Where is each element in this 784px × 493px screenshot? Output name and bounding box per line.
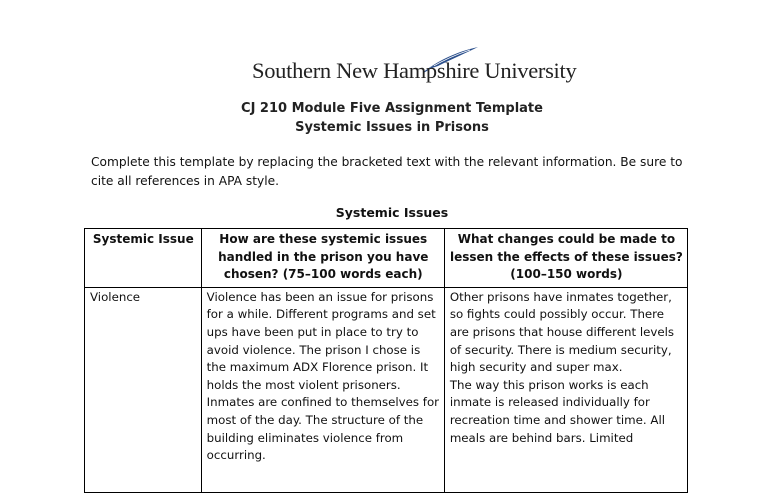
assignment-title: CJ 210 Module Five Assignment Template xyxy=(241,101,543,116)
table-header-row xyxy=(85,229,688,288)
table-caption: Systemic Issues xyxy=(335,205,449,220)
instructions-paragraph: Complete this template by replacing the bracketed text with the relevant information. Be sure to cite all references in APA style. xyxy=(91,155,683,188)
changes-paragraph-1: Other prisons have inmates together, so fights could possibly occur. There are prisons that house different levels of security. There is medium security, high security and super max. xyxy=(449,289,675,375)
university-name: Southern New Hampshire University xyxy=(252,58,577,83)
handled-cell: Violence has been an issue for prisons for a while. Different programs and set ups have been put in place to try to avoid violence. The prison I chose is the maximum ADX Florence prison. It holds the most violent prisoners. Inmates are confined to themselves for most of the day. The structure of the building eliminates violence from occurring. xyxy=(201,287,444,492)
systemic-issues-table xyxy=(84,228,688,493)
header-systemic-issue: Systemic Issue xyxy=(85,229,202,288)
changes-cell xyxy=(444,287,687,492)
changes-paragraph-2: The way this prison works is each inmate is released individually for recreation time and shower time. All meals are behind bars. Limited xyxy=(449,377,666,445)
header-changes: What changes could be made to lessen the effects of these issues? (100–150 words) xyxy=(444,229,687,288)
table-row xyxy=(85,287,688,492)
assignment-subtitle: Systemic Issues in Prisons xyxy=(295,120,489,135)
header-how-handled: How are these systemic issues handled in the prison you have chosen? (75–100 words each) xyxy=(201,229,444,288)
issue-cell: Violence xyxy=(85,287,202,492)
university-logo xyxy=(252,44,577,90)
